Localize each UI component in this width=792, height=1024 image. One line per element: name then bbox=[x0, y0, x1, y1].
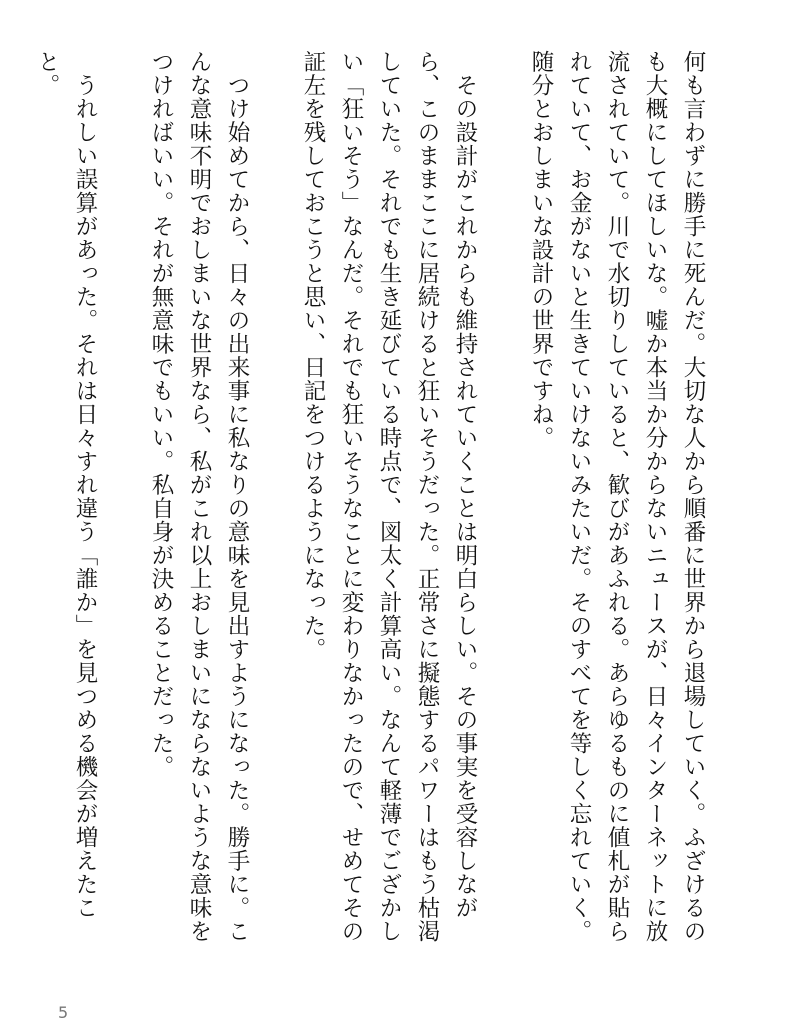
paragraph-3: つけ始めてから、日々の出来事に私なりの意味を見出すようになった。勝手に。こんな意味不明でおしまいな世界なら、私がこれ以上おしまいにならないような意味をつければいい。それが無意味でもいい。私自身が決めることだった。 bbox=[148, 50, 250, 943]
vertical-text-body bbox=[28, 50, 712, 950]
paragraph-2: その設計がこれからも維持されていくことは明白らしい。その事実を受容しながら、このままここに居続けると狂いそうだった。正常さに擬態するパワーはもう枯渇していた。それでも生き延びている時点で、図太く計算高い。なんて軽薄でござかしい「狂いそう」なんだ。それでも狂いそうなことに変わりなかったので、せめてその証左を残しておこうと思い、日記をつけるようになった。 bbox=[300, 50, 478, 943]
paragraph-1: 何も言わずに勝手に死んだ。大切な人から順番に世界から退場していく。ふざけるのも大概にしてほしいな。嘘か本当か分からないニュースが、日々インターネットに放流されていて。川で水切りしていると、歓びがあふれる。あらゆるものに値札が貼られていて、お金がないと生きていけないみたいだ。そのすべてを等しく忘れていく。随分とおしまいな設計の世界ですね。 bbox=[528, 50, 706, 943]
page-number: 5 bbox=[58, 1003, 69, 1022]
paragraph-4: うれしい誤算があった。それは日々すれ違う「誰か」を見つめる機会が増えたこと。 bbox=[34, 50, 98, 920]
